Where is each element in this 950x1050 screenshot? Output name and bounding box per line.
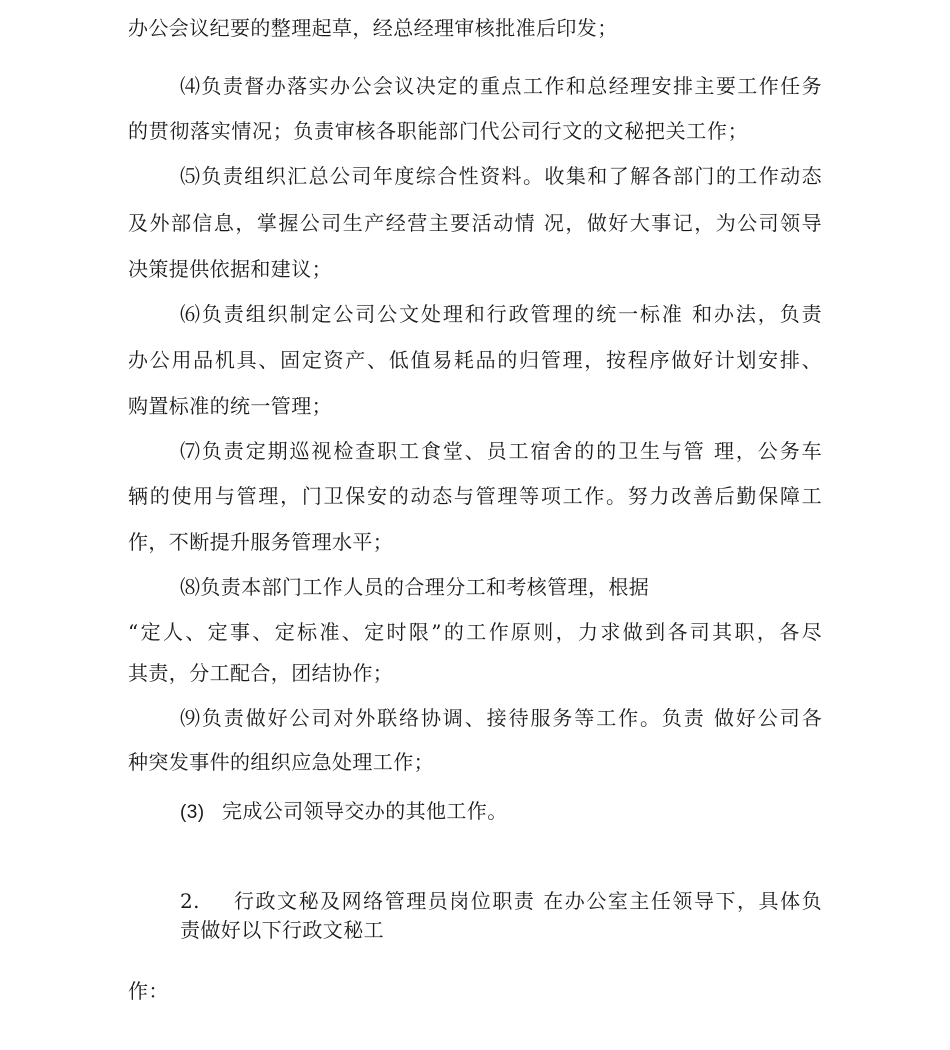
paragraph-line: 辆的使用与管理，门卫保安的动态与管理等项工作。努力改善后勤保障工 [128, 484, 822, 508]
paragraph-line: 完成公司领导交办的其他工作。 [222, 799, 508, 823]
paragraph-line: 责做好以下行政文秘工 [180, 918, 384, 942]
paragraph-line: 及外部信息，掌握公司生产经营主要活动情 况，做好大事记，为公司领导 [128, 211, 822, 235]
item-number: (3) [180, 802, 205, 823]
paragraph-line: ⑹负责组织制定公司公文处理和行政管理的统一标准 和办法，负责 [180, 302, 822, 326]
section-heading-line: 行政文秘及网络管理员岗位职责 在办公室主任领导下，具体负 [234, 889, 822, 913]
paragraph-line: 决策提供依据和建议； [128, 257, 332, 281]
paragraph-line: 作，不断提升服务管理水平； [128, 530, 394, 554]
section-number: 2. [180, 889, 200, 913]
paragraph-line: ⑺负责定期巡视检查职工食堂、员工宿舍的的卫生与管 理，公务车 [180, 439, 822, 463]
paragraph-line: 办公会议纪要的整理起草，经总经理审核批准后印发； [128, 16, 618, 40]
paragraph-line: ⑼负责做好公司对外联络协调、接待服务等工作。负责 做好公司各 [180, 706, 822, 730]
paragraph-line: “定人、定事、定标准、定时限”的工作原则，力求做到各司其职，各尽 [128, 620, 822, 644]
paragraph-line: 其责，分工配合，团结协作； [128, 661, 394, 685]
paragraph-line: 购置标准的统一管理； [128, 394, 332, 418]
paragraph-line: 种突发事件的组织应急处理工作； [128, 750, 434, 774]
paragraph-line: 办公用品机具、固定资产、低值易耗品的归管理，按程序做好计划安排、 [128, 348, 822, 372]
paragraph-line: ⑷负责督办落实办公会议决定的重点工作和总经理安排主要工作任务 [180, 74, 822, 98]
paragraph-line: ⑸负责组织汇总公司年度综合性资料。收集和了解各部门的工作动态 [180, 164, 822, 188]
paragraph-line: 的贯彻落实情况；负责审核各职能部门代公司行文的文秘把关工作； [128, 119, 748, 143]
paragraph-line: ⑻负责本部门工作人员的合理分工和考核管理，根据 [180, 575, 650, 599]
paragraph-line: 作： [128, 979, 169, 1003]
